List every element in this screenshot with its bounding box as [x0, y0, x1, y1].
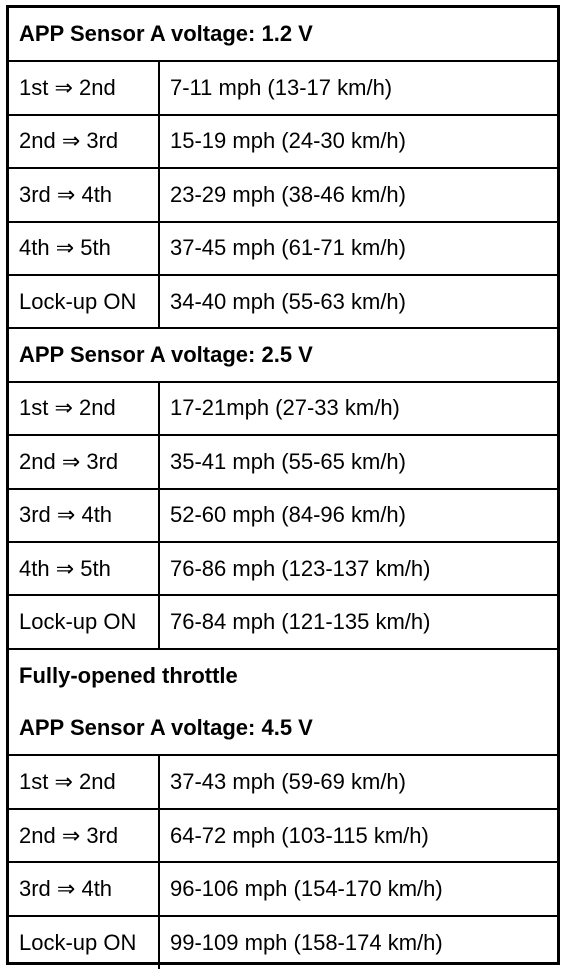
shift-cell: 2nd ⇒ 3rd [9, 435, 159, 488]
section-header: APP Sensor A voltage: 1.2 V [9, 8, 557, 61]
section-header: APP Sensor A voltage: 2.5 V [9, 328, 557, 381]
table-row [9, 435, 557, 488]
speed-cell: 17-21mph (27-33 km/h) [159, 382, 557, 435]
shift-cell: 2nd ⇒ 3rd [9, 809, 159, 862]
shift-cell: 1st ⇒ 2nd [9, 61, 159, 114]
table-row [9, 222, 557, 275]
table-row [9, 862, 557, 915]
speed-cell: 37-43 mph (59-69 km/h) [159, 755, 557, 808]
shift-cell: Lock-up ON [9, 916, 159, 969]
speed-cell: 7-11 mph (13-17 km/h) [159, 61, 557, 114]
section-header-row [9, 328, 557, 381]
table-row [9, 275, 557, 328]
table-row [9, 755, 557, 808]
speed-cell: 99-109 mph (158-174 km/h) [159, 916, 557, 969]
table-row [9, 61, 557, 114]
table-row [9, 382, 557, 435]
table-row [9, 115, 557, 168]
shift-cell: 3rd ⇒ 4th [9, 168, 159, 221]
speed-cell: 35-41 mph (55-65 km/h) [159, 435, 557, 488]
speed-cell: 37-45 mph (61-71 km/h) [159, 222, 557, 275]
shift-cell: 1st ⇒ 2nd [9, 382, 159, 435]
table-row [9, 168, 557, 221]
table-row [9, 489, 557, 542]
table-row [9, 595, 557, 648]
section-header-row [9, 649, 557, 756]
speed-cell: 64-72 mph (103-115 km/h) [159, 809, 557, 862]
table-row [9, 542, 557, 595]
speed-cell: 96-106 mph (154-170 km/h) [159, 862, 557, 915]
shift-cell: 4th ⇒ 5th [9, 222, 159, 275]
speed-cell: 76-84 mph (121-135 km/h) [159, 595, 557, 648]
table-row [9, 916, 557, 969]
speed-cell: 34-40 mph (55-63 km/h) [159, 275, 557, 328]
speed-cell: 76-86 mph (123-137 km/h) [159, 542, 557, 595]
shift-speed-grid [9, 8, 557, 969]
shift-cell: 2nd ⇒ 3rd [9, 115, 159, 168]
speed-cell: 15-19 mph (24-30 km/h) [159, 115, 557, 168]
shift-cell: 3rd ⇒ 4th [9, 489, 159, 542]
shift-cell: 1st ⇒ 2nd [9, 755, 159, 808]
shift-cell: Lock-up ON [9, 275, 159, 328]
section-header-row [9, 8, 557, 61]
section-header [9, 649, 557, 756]
shift-speed-table [6, 5, 560, 965]
speed-cell: 52-60 mph (84-96 km/h) [159, 489, 557, 542]
speed-cell: 23-29 mph (38-46 km/h) [159, 168, 557, 221]
shift-cell: Lock-up ON [9, 595, 159, 648]
section-header-line2: APP Sensor A voltage: 4.5 V [19, 715, 313, 741]
shift-cell: 4th ⇒ 5th [9, 542, 159, 595]
section-header-line1: Fully-opened throttle [19, 663, 238, 689]
shift-cell: 3rd ⇒ 4th [9, 862, 159, 915]
table-row [9, 809, 557, 862]
